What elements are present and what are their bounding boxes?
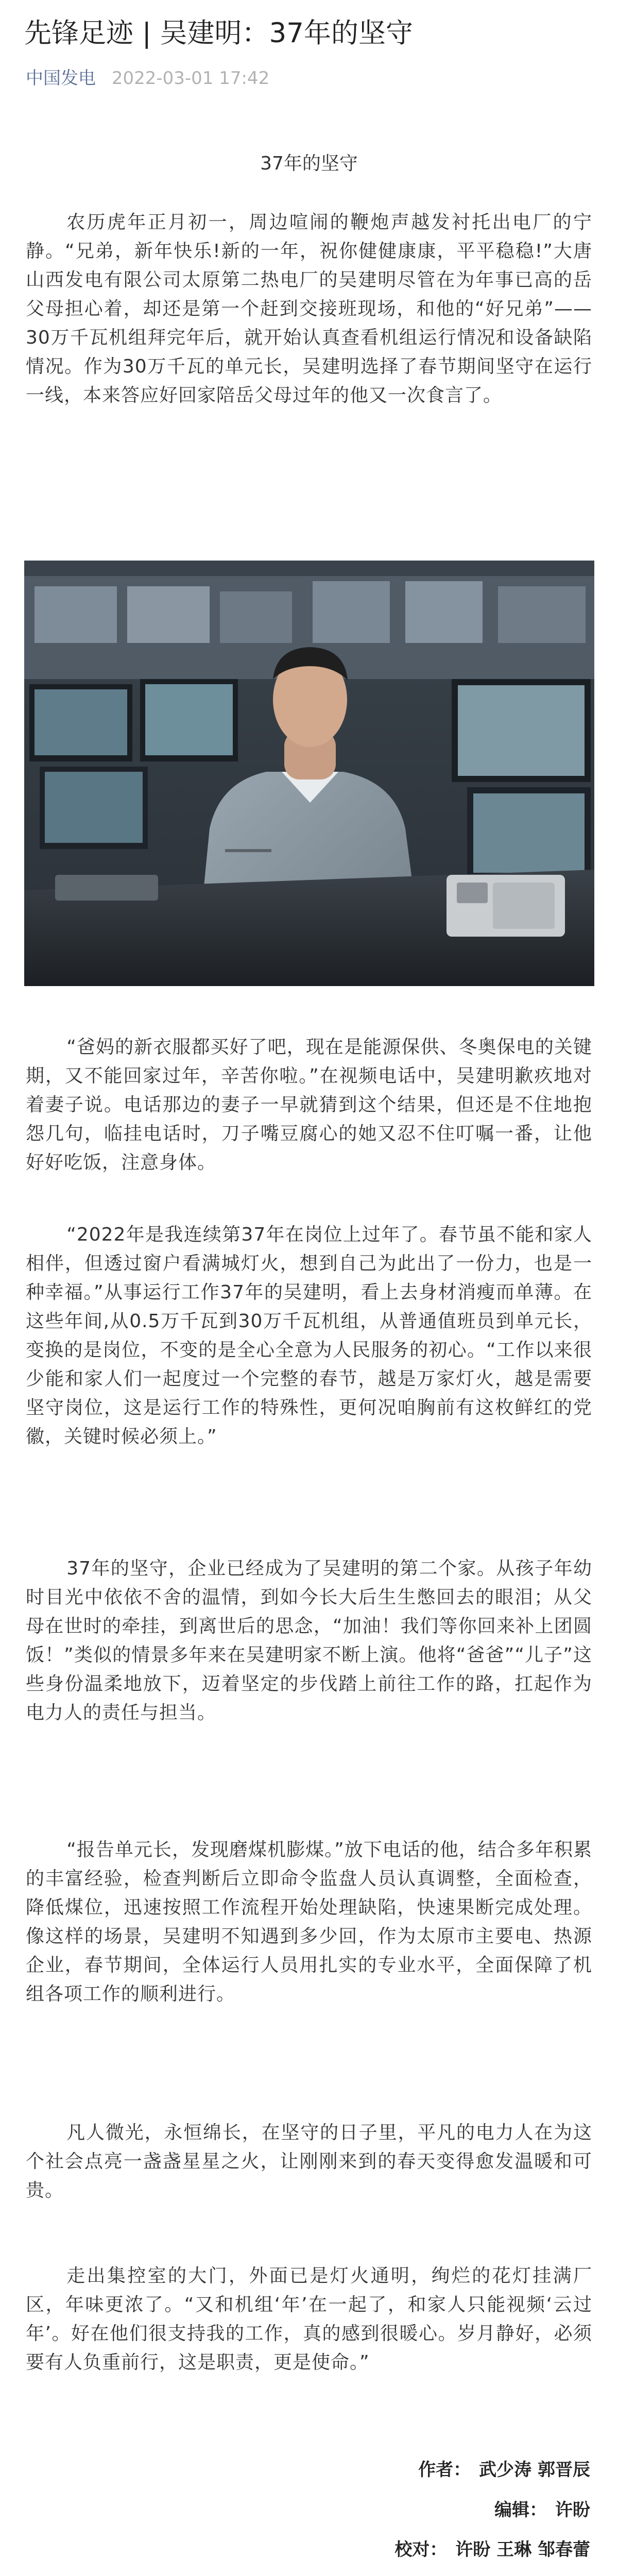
author-credit — [418, 2458, 590, 2482]
paragraph-6: 凡人微光，永恒绵长，在坚守的日子里，平凡的电力人在为这个社会点亮一盏盏星星之火，让刚刚来到的春天变得愈发温暖和可贵。 — [26, 2122, 592, 2201]
paragraph-4: 37年的坚守，企业已经成为了吴建明的第二个家。从孩子年幼时目光中依依不舍的温情，到如今长大后生生憋回去的眼泪；从父母在世时的牵挂，到离世后的思念，“加油！我们等你回来补上团圆饭！”类似的情景多年来在吴建明家不断上演。他将“爸爸”“儿子”这些身份温柔地放下，迈着坚定的步伐踏上前往工作的路，扛起作为电力人的责任与担当。 — [26, 1558, 592, 1723]
article-subtitle: 37年的坚守 — [260, 153, 358, 174]
operator-at-control-desk-photo — [24, 561, 594, 986]
article-title: 先锋足迹 | 吴建明：37年的坚守 — [24, 18, 413, 49]
editor-value: 许盼 — [555, 2500, 590, 2520]
paragraph-3: “2022年是我连续第37年在岗位上过年了。春节虽不能和家人相伴，但透过窗户看满城灯火，想到自己为此出了一份力，也是一种幸福。”从事运行工作37年的吴建明，看上去身材消瘦而单薄。在这些年间,从0.5万千瓦到30万千瓦机组，从普通值班员到单元长，变换的是岗位，不变的是全心全意为人民服务的初心。“工作以来很少能和家人们一起度过一个完整的春节，越是万家灯火，越是需要坚守岗位，这是运行工作的特殊性，更何况咱胸前有这枚鲜红的党徽，关键时候必须上。” — [26, 1224, 592, 1447]
publish-date: 2022-03-01 17:42 — [111, 68, 270, 89]
account-name-link[interactable]: 中国发电 — [26, 68, 96, 89]
proofreader-label: 校对： — [394, 2539, 448, 2560]
author-label: 作者： — [418, 2460, 471, 2480]
editor-credit — [494, 2498, 590, 2522]
paragraph-5: “报告单元长，发现磨煤机膨煤。”放下电话的他，结合多年积累的丰富经验，检查判断后立即命令监盘人员认真调整，全面检查，降低煤位，迅速按照工作流程开始处理缺陷，快速果断完成处理。像这样的场景，吴建明不知遇到多少回，作为太原市主要电、热源企业，春节期间，全体运行人员用扎实的专业水平，全面保障了机组各项工作的顺利进行。 — [26, 1839, 592, 2005]
paragraph-1: 农历虎年正月初一，周边喧闹的鞭炮声越发衬托出电厂的宁静。“兄弟，新年快乐!新的一年，祝你健健康康，平平稳稳!”大唐山西发电有限公司太原第二热电厂的吴建明尽管在为年事已高的岳父母担心着，却还是第一个赶到交接班现场，和他的“好兄弟”——30万千瓦机组拜完年后，就开始认真查看机组运行情况和设备缺陷情况。作为30万千瓦的单元长，吴建明选择了春节期间坚守在运行一线，本来答应好回家陪岳父母过年的他又一次食言了。 — [26, 212, 592, 406]
article-photo — [24, 561, 594, 986]
article-meta — [26, 67, 269, 89]
paragraph-7: 走出集控室的大门，外面已是灯火通明，绚烂的花灯挂满厂区，年味更浓了。“又和机组‘年’在一起了，和家人只能视频‘云过年’。好在他们很支持我的工作，真的感到很暖心。岁月静好，必须要有人负重前行，这是职责，更是使命。” — [26, 2265, 592, 2373]
editor-label: 编辑： — [494, 2500, 547, 2520]
proofreader-value: 许盼 王琳 邹春蕾 — [455, 2539, 590, 2560]
author-value: 武少涛 郭晋辰 — [479, 2460, 590, 2480]
paragraph-2: “爸妈的新衣服都买好了吧，现在是能源保供、冬奥保电的关键期，又不能回家过年，辛苦你啦。”在视频电话中，吴建明歉疚地对着妻子说。电话那边的妻子一早就猜到这个结果，但还是不住地抱怨几句，临挂电话时，刀子嘴豆腐心的她又忍不住叮嘱一番，让他好好吃饭，注意身体。 — [26, 1037, 592, 1173]
proofreader-credit — [394, 2537, 590, 2562]
